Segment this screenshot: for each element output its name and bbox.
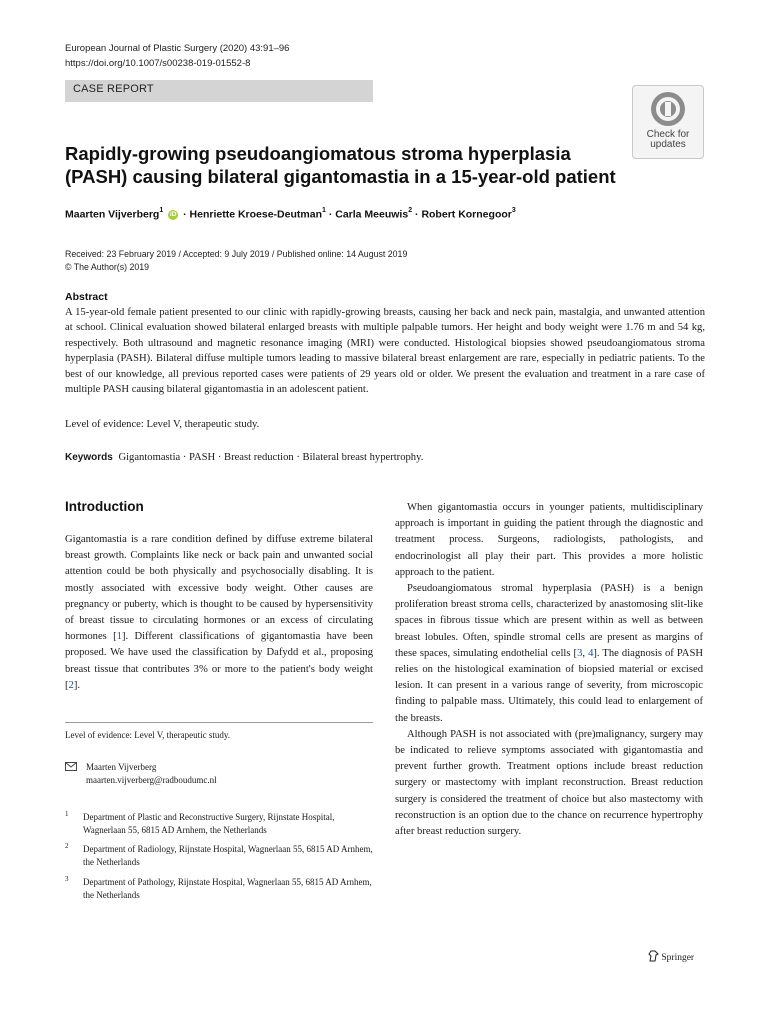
author-separator: · [183,208,187,221]
affiliation-number: 2 [65,842,69,850]
citation-link[interactable]: 3 [577,647,583,659]
intro-paragraph: Pseudoangiomatous stromal hyperplasia (PASH) is a benign proliferation breast stroma cells, characterized by anastomosing slit-like spaces in fibrous tissue which are present within as well as between breast lobules. Often, spindle stromal cells are present as margins of these spaces, simulating endothelial cells [3, 4]. The diagnosis of PASH relies on the histological examination of biopsied material or excised lesion. It can present in a various range of severity, from microscopic finding to palpable mass. Ultimately, this could lead to enlargement of the breasts. [395,583,703,724]
author-name[interactable]: Henriette Kroese-Deutman [189,208,322,221]
article-type: CASE REPORT [73,83,154,95]
correspondent-name: Maarten Vijverberg [86,762,157,772]
copyright-line: © The Author(s) 2019 [65,262,150,272]
keywords-label: Keywords [65,452,113,463]
citation-link[interactable]: 2 [68,679,74,691]
article-type-banner [65,80,373,102]
abstract-level-of-evidence: Level of evidence: Level V, therapeutic study. [65,419,260,430]
author-name[interactable]: Maarten Vijverberg [65,208,160,221]
journal-header [65,41,289,71]
footnote-level-of-evidence: Level of evidence: Level V, therapeutic study. [65,730,231,740]
affiliation-number: 3 [65,875,69,883]
check-updates-icon [649,90,687,128]
keywords-text: Gigantomastia · PASH · Breast reduction · Bilateral breast hypertrophy. [118,452,424,463]
author-affiliation: 2 [408,207,413,214]
author-name[interactable]: Carla Meeuwis [335,208,409,221]
doi-link[interactable]: https://doi.org/10.1007/s00238-019-01552-8 [65,58,251,69]
author-affiliation: 1 [321,207,326,214]
check-updates-line2: updates [650,139,686,150]
intro-paragraph: When gigantomastia occurs in younger patients, multidisciplinary approach is important in guiding the patient through the diagnostic and treatment process. Surgeons, radiologists, pathologists, and endocrinologist all play their part. This provides a more holistic approach to the patient. [395,502,703,578]
intro-left-column [65,532,373,694]
dates-line: Received: 23 February 2019 / Accepted: 9 July 2019 / Published online: 14 August 2019 [65,249,408,259]
abstract-heading: Abstract [65,291,108,303]
author-separator: · [328,208,333,221]
affiliation-text: Department of Radiology, Rijnstate Hospital, Wagnerlaan 55, 6815 AD Arnhem, the Netherlands [83,844,373,867]
introduction-heading: Introduction [65,499,144,514]
correspondent-email[interactable]: maarten.vijverberg@radboudumc.nl [86,775,217,785]
citation-link[interactable]: 4 [588,647,594,659]
intro-right-column [395,500,703,840]
citation-link[interactable]: 1 [116,631,122,643]
author-separator: · [415,208,419,221]
author-list [65,208,516,221]
author-name[interactable]: Robert Kornegoor [421,208,512,221]
publisher-name: Springer [661,953,695,963]
affiliation-text: Department of Plastic and Reconstructive Surgery, Rijnstate Hospital, Wagnerlaan 55, 6815 AD Arnhem, the Netherlands [83,812,335,835]
springer-horse-icon [648,950,659,962]
affiliation-text: Department of Pathology, Rijnstate Hospital, Wagnerlaan 55, 6815 AD Arnhem, the Netherlands [83,877,372,900]
intro-paragraph: Gigantomastia is a rare condition defined by diffuse extreme bilateral breast growth. Complaints like neck or back pain and unwanted social attention could be both physically and psychosocially disabling. It is mostly associated with excessive body weight. Other causes are pregnancy or puberty, which is thought to be caused by hypersensitivity of breast tissue to circulating hormones or an excess of circulating hormones [1]. Different classifications of gigantomastia have been proposed. We have used the classification by Dafydd et al., proposing breast tissue that contributes 3% or more to the patient's body weight [2]. [65,534,373,691]
footnote-divider [65,722,373,723]
author-affiliation: 1 [159,207,164,214]
publication-dates [65,248,407,274]
orcid-icon[interactable]: iD [169,210,177,218]
author-affiliation: 3 [511,207,516,214]
abstract-body: A 15-year-old female patient presented to our clinic with rapidly-growing breasts, causing her back and neck pain, mastalgia, and unwanted attention at school. Clinical evaluation showed bilateral enlarged breasts with multiple palpable tumors. Her height and body weight were 1.76 m and 54 kg, respectively. Both ultrasound and magnetic resonance imaging (MRI) were conducted. Histological biopsies showed pseudoangiomatous stroma hyperplasia (PASH). Bilateral diffuse multiple tumors leading to massive bilateral breast enlargement are rare, especially in pediatric patients. To the best of our knowledge, all previous reported cases were patients of 29 years old or older. We present the evaluation and treatment in a rare case of multiple PASH causing bilateral gigantomastia in an adolescent patient. [65,307,705,396]
journal-citation: European Journal of Plastic Surgery (2020) 43:91–96 [65,43,290,54]
article-title: Rapidly-growing pseudoangiomatous stroma hyperplasia (PASH) causing bilateral gigantomastia in a 15-year-old patient [65,143,616,187]
publisher-logo [648,950,694,963]
envelope-icon [65,762,77,771]
intro-paragraph: Although PASH is not associated with (pre)malignancy, surgery may be indicated to relieve symptoms associated with gigantomastia and prevent further growth. Treatment options include breast reduction surgery or mastectomy with implant reconstruction. Breast reduction surgery is considered the treatment of choice but also mastectomy with reconstruction is an option due to the chance on recurrence hypertrophy after breast reduction surgery. [395,728,703,838]
keywords [65,452,423,463]
affiliation-number: 1 [65,810,69,818]
check-for-updates-badge[interactable] [632,85,704,159]
check-updates-line1: Check for [646,129,690,140]
